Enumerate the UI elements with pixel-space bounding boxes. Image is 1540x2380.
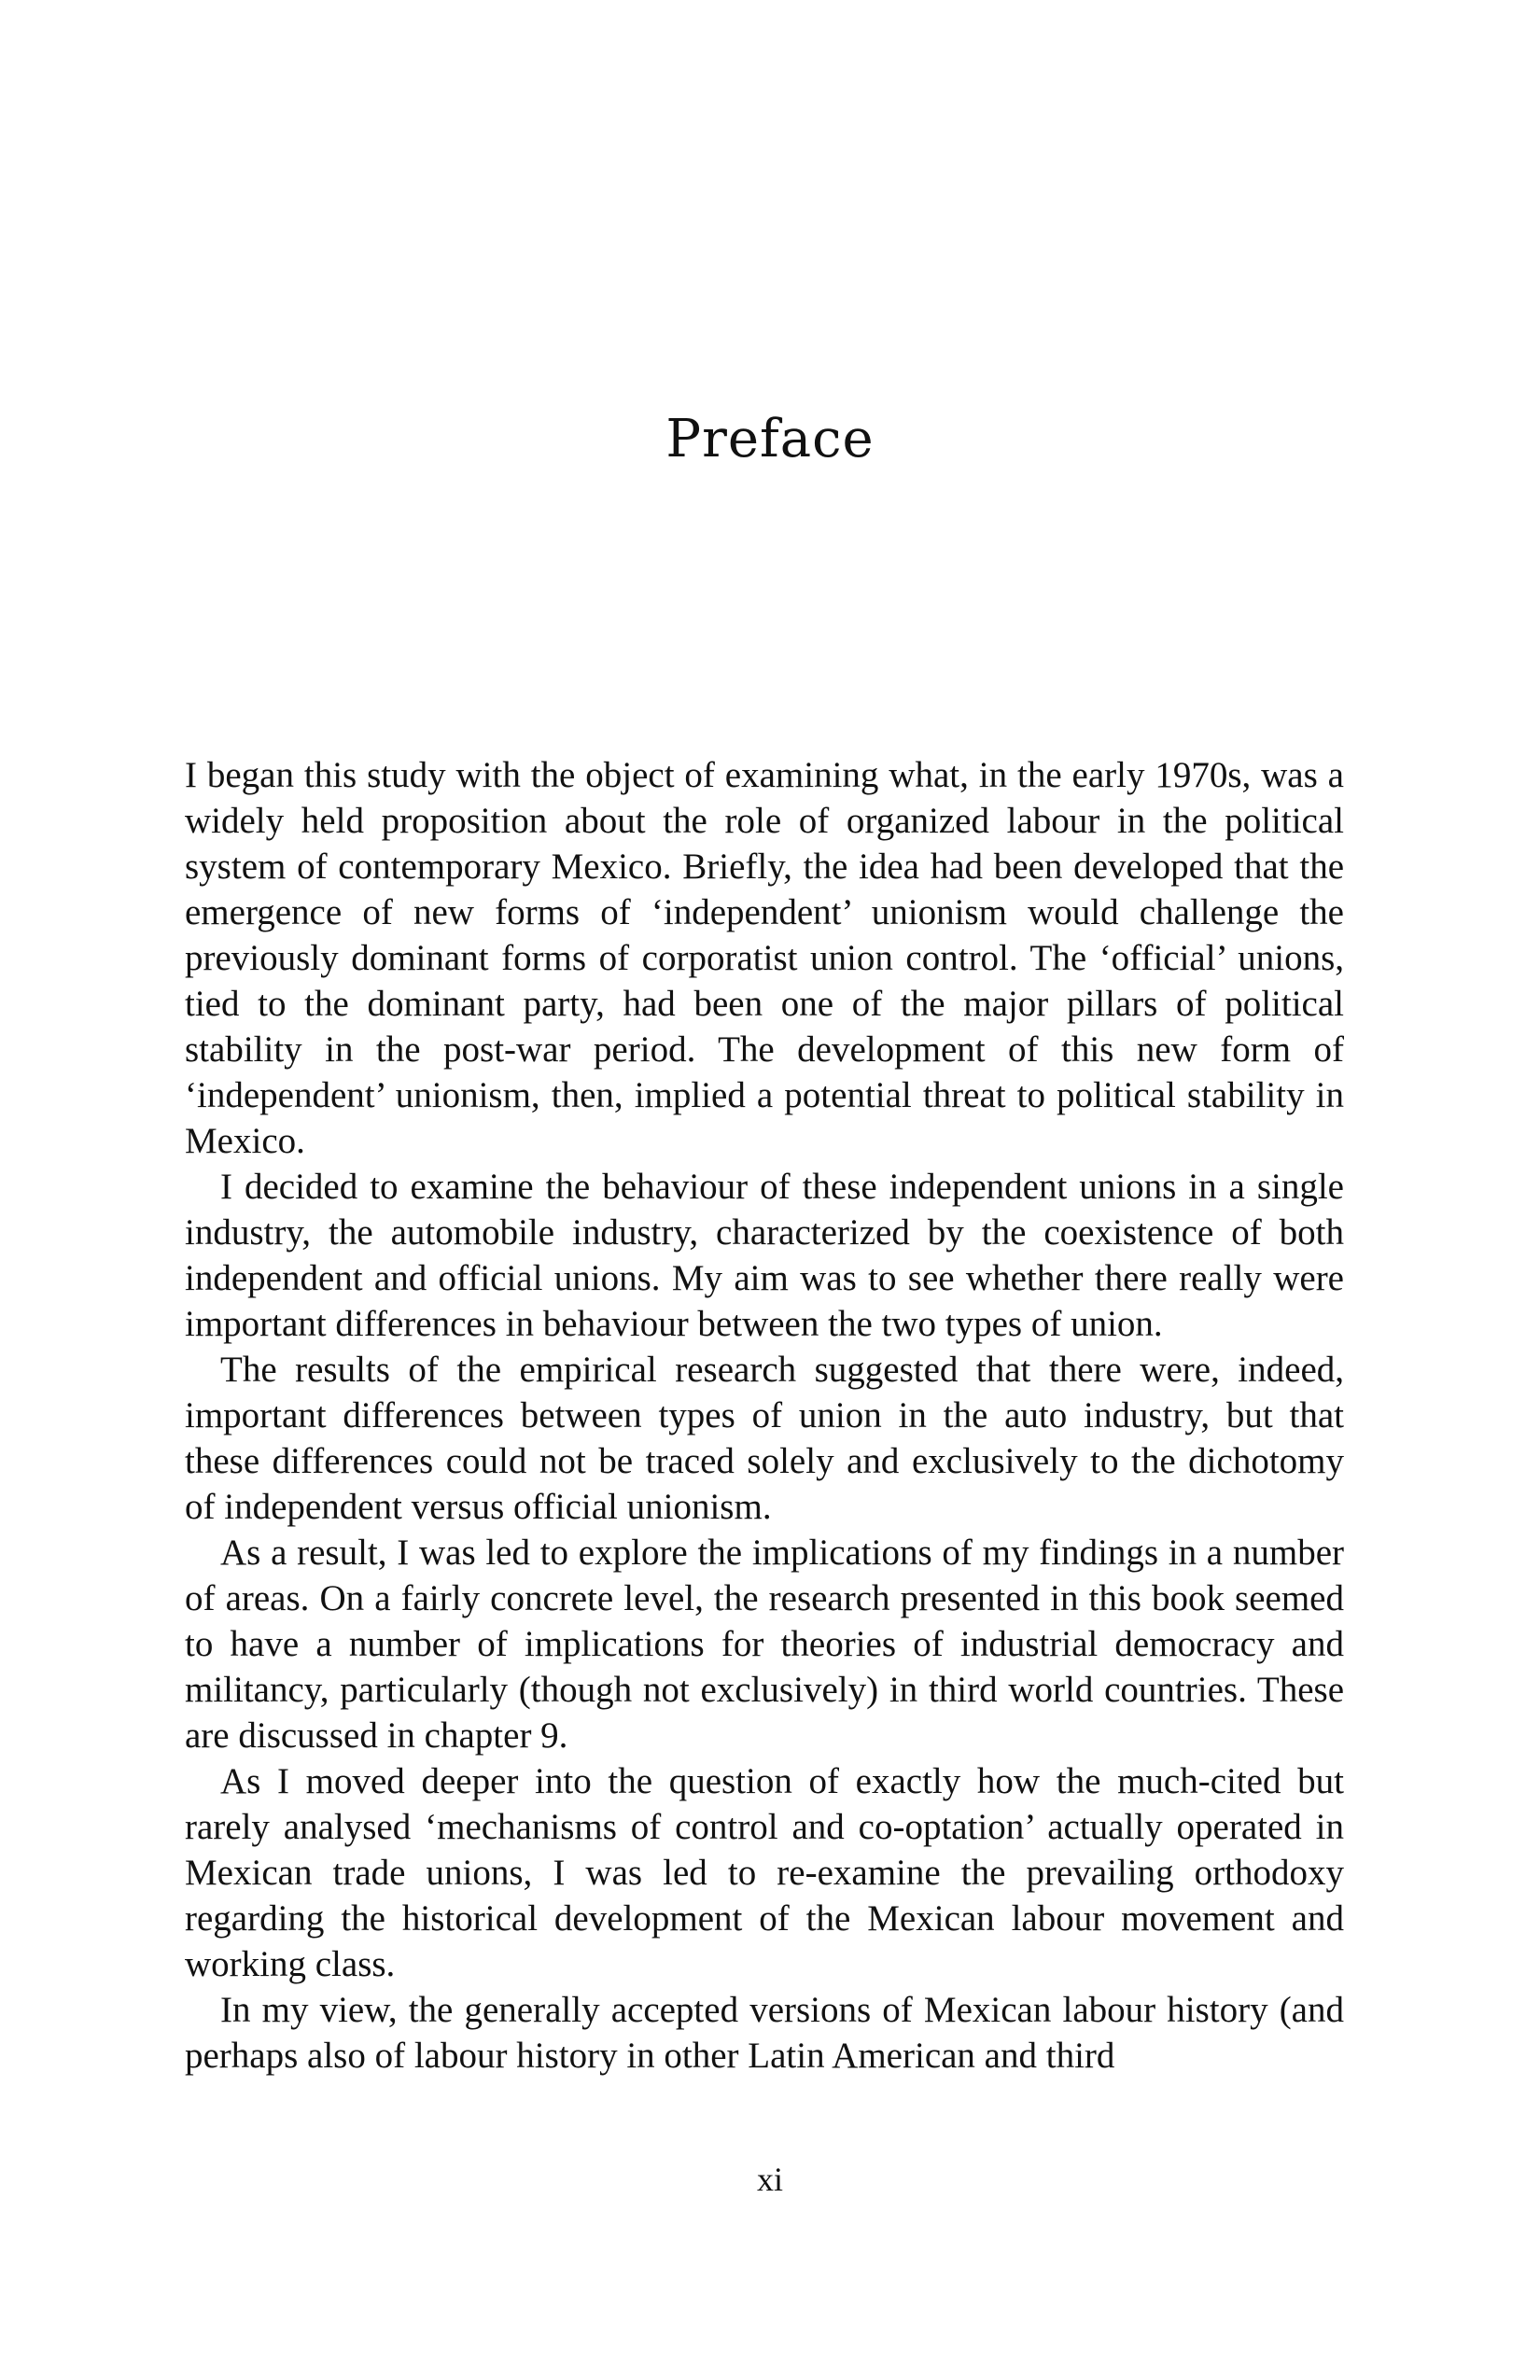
preface-body (185, 752, 1344, 2079)
paragraph-2: I decided to examine the behaviour of these independent unions in a single industry, the automobile industry, characterized by the coexistence of both independent and official unions. My aim was to see whether there really were important differences in behaviour between the two types of union. (185, 1167, 1344, 1344)
paragraph-5: As I moved deeper into the question of exactly how the much-cited but rarely analysed ‘mechanisms of control and co-optation’ actually operated in Mexican trade unions, I was led to re-examine the prevailing orthodoxy regarding the historical development of the Mexican labour movement and working class. (185, 1761, 1344, 1984)
page-number: xi (756, 2161, 783, 2198)
paragraph-6: In my view, the generally accepted versions of Mexican labour history (and perhaps also of labour history in other Latin American and third (185, 1990, 1344, 2076)
page-title: Preface (665, 409, 875, 469)
paragraph-3: The results of the empirical research suggested that there were, indeed, important differences between types of union in the auto industry, but that these differences could not be traced solely and exclusively to the dichotomy of independent versus official unionism. (185, 1350, 1344, 1527)
paragraph-4: As a result, I was led to explore the implications of my findings in a number of areas. On a fairly concrete level, the research presented in this book seemed to have a number of implications for theories of industrial democracy and militancy, particularly (though not exclusively) in third world countries. These are discussed in chapter 9. (185, 1533, 1344, 1756)
paragraph-1: I began this study with the object of examining what, in the early 1970s, was a widely held proposition about the role of organized labour in the political system of contemporary Mexico. Briefly, the idea had been developed that the emergence of new forms of ‘independent’ unionism would challenge the previously dominant forms of corporatist union control. The ‘official’ unions, tied to the dominant party, had been one of the major pillars of political stability in the post-war period. The development of this new form of ‘independent’ unionism, then, implied a potential threat to political stability in Mexico. (185, 755, 1344, 1161)
